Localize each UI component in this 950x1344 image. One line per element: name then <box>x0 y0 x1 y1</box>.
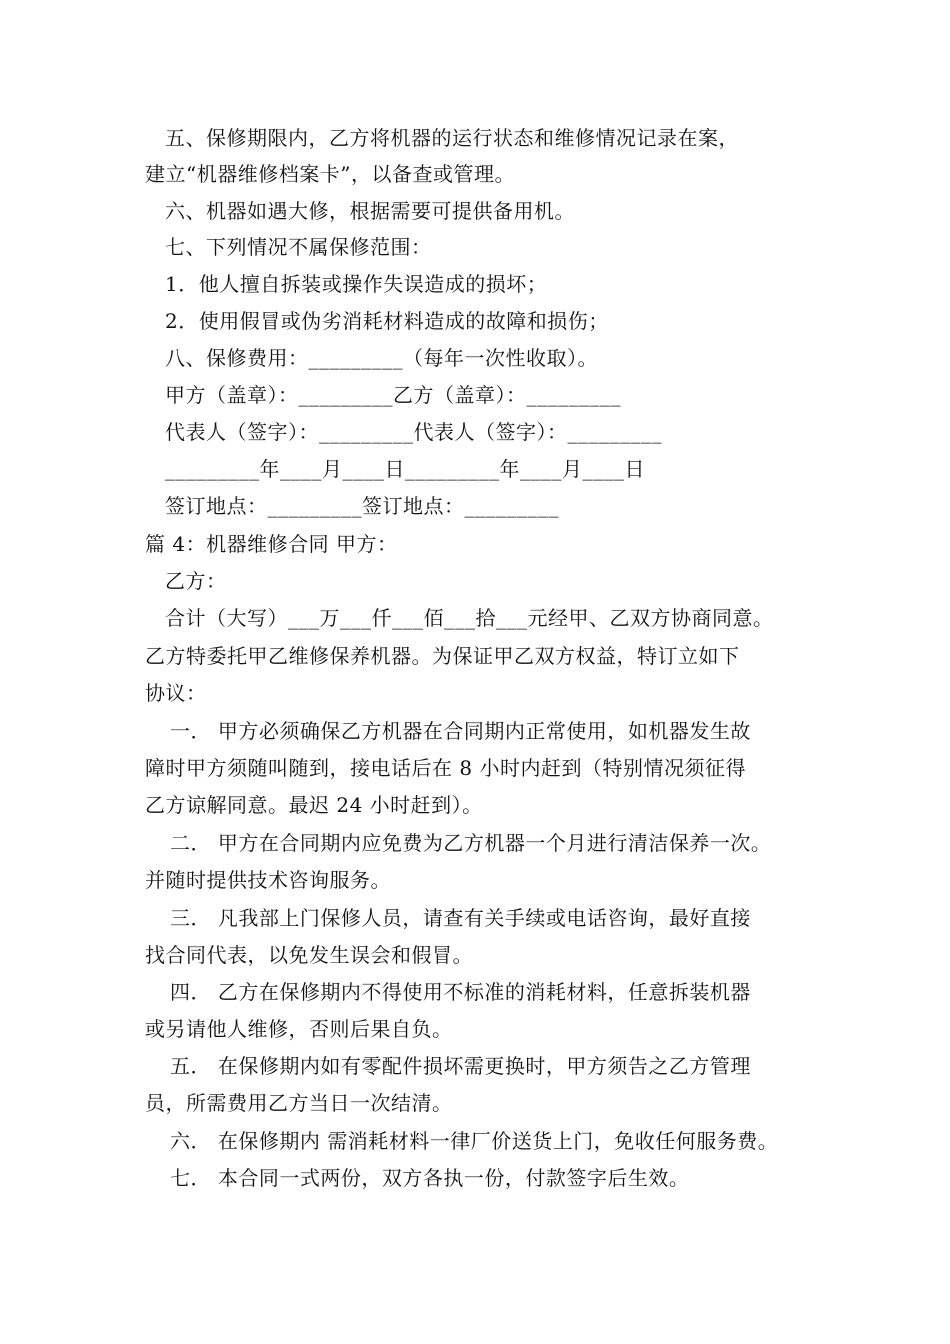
total-amount-line-2: 乙方特委托甲乙维修保养机器。为保证甲乙双方权益，特订立如下 <box>145 644 740 668</box>
article-7: 七． 本合同一式两份，双方各执一份，付款签字后生效。 <box>170 1166 690 1190</box>
party-b-label: 乙方： <box>165 569 227 593</box>
article-1-line-1: 一． 甲方必须确保乙方机器在合同期内正常使用，如机器发生故 <box>170 719 751 743</box>
article-5-line-2: 员，所需费用乙方当日一次结清。 <box>145 1091 453 1115</box>
clause-7-item-1: 1．他人擅自拆装或操作失误造成的损坏； <box>165 272 548 296</box>
article-6: 六． 在保修期内 需消耗材料一律厂价送货上门，免收任何服务费。 <box>170 1129 779 1153</box>
article-1-line-3: 乙方谅解同意。最迟 24 小时赶到）。 <box>145 793 483 817</box>
article-2-line-2: 并随时提供技术咨询服务。 <box>145 868 391 892</box>
clause-5-line-1: 五、保修期限内，乙方将机器的运行状态和维修情况记录在案， <box>165 126 739 150</box>
clause-8-fee: 八、保修费用：_________（每年一次性收取）。 <box>165 346 598 370</box>
total-amount-line-1: 合计（大写）___万___仟___佰___拾___元经甲、乙双方协商同意。 <box>165 606 774 630</box>
clause-7: 七、下列情况不属保修范围： <box>165 235 432 259</box>
article-1-line-2: 障时甲方须随叫随到，接电话后在 8 小时内赶到（特别情况须征得 <box>145 756 746 780</box>
date-line: _________年____月____日_________年____月____日 <box>165 457 645 481</box>
clause-5-line-2: 建立“机器维修档案卡”，以备查或管理。 <box>145 162 515 186</box>
clause-6: 六、机器如遇大修，根据需要可提供备用机。 <box>165 199 575 223</box>
party-seal-line: 甲方（盖章）：_________乙方（盖章）：_________ <box>165 383 621 407</box>
article-5-line-1: 五． 在保修期内如有零配件损坏需更换时，甲方须告之乙方管理 <box>170 1054 751 1078</box>
signing-place-line: 签订地点：_________签订地点：_________ <box>165 494 559 518</box>
article-4-line-2: 或另请他人维修，否则后果自负。 <box>145 1017 453 1041</box>
article-4-line-1: 四． 乙方在保修期内不得使用不标准的消耗材料，任意拆装机器 <box>170 980 751 1004</box>
representative-signature-line: 代表人（签字）：_________代表人（签字）：_________ <box>165 420 662 444</box>
section-heading: 篇 4：机器维修合同 甲方： <box>145 532 398 556</box>
agreement-label: 协议： <box>145 681 207 705</box>
article-2-line-1: 二． 甲方在合同期内应免费为乙方机器一个月进行清洁保养一次。 <box>170 831 772 855</box>
article-3-line-2: 找合同代表，以免发生误会和假冒。 <box>145 943 473 967</box>
article-3-line-1: 三． 凡我部上门保修人员，请查有关手续或电话咨询，最好直接 <box>170 906 751 930</box>
clause-7-item-2: 2．使用假冒或伪劣消耗材料造成的故障和损伤； <box>165 309 609 333</box>
